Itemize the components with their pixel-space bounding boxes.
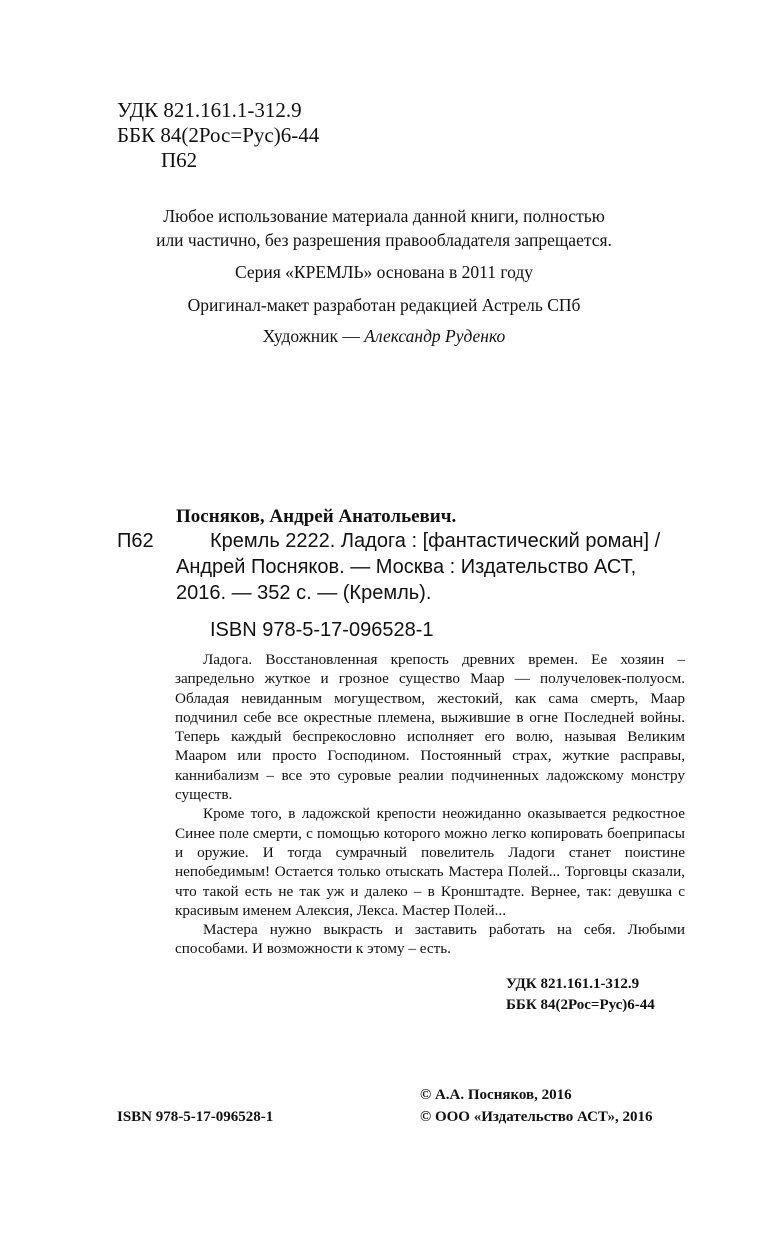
catalog-line3: 2016. — 352 с. — (Кремль). [176,582,432,604]
annotation-paragraph-3: Мастера нужно выкрасть и заставить работать на себя. Любыми способами. И возможности к этому – есть. [175,921,685,958]
copyright-publisher: © ООО «Издательство АСТ», 2016 [420,1109,653,1125]
artist-label: Художник — [262,326,365,346]
footer-isbn: ISBN 978-5-17-096528-1 [117,1109,274,1125]
annotation [175,650,685,959]
catalog-mark: П62 [117,530,154,552]
copyright-notice-line2: или частично, без разрешения правообладателя запрещается. [156,230,612,250]
class-bbk: ББК 84(2Рос=Рус)6-44 [506,997,655,1013]
copyright-author: © А.А. Посняков, 2016 [420,1087,572,1103]
annotation-paragraph-2: Кроме того, в ладожской крепости неожиданно оказывается редкостное Синее поле смерти, с помощью которого можно легко копировать боеприпасы и оружие. И тогда сумрачный повелитель Ладоги станет поистине непобедимым! Остается только отыскать Мастера Полей... Торговцы сказали, что такой есть не так уж и далеко – в Кронштадте. Вернее, так: девушка с красивым именем Алексия, Лекса. Мастер Полей... [175,805,685,919]
catalog-line2: Андрей Посняков. — Москва : Издательство АСТ, [176,556,637,578]
class-udk: УДК 821.161.1-312.9 [506,976,640,992]
catalog-line1: Кремль 2222. Ладога : [фантастический роман] / [210,530,661,552]
artist-name: Александр Руденко [364,326,506,346]
copyright-notice-line1: Любое использование материала данной книги, полностью [163,206,605,226]
author-mark: П62 [161,148,198,172]
bbk-code: ББК 84(2Рос=Рус)6-44 [117,123,320,147]
catalog-isbn: ISBN 978-5-17-096528-1 [210,619,434,641]
udk-code: УДК 821.161.1-312.9 [117,98,302,122]
series-line: Серия «КРЕМЛЬ» основана в 2011 году [234,262,534,282]
annotation-paragraph-1: Ладога. Восстановленная крепость древних времен. Ее хозяин – запредельно жуткое и грозное существо Маар — получеловек-полуосм. Обладая невиданным могуществом, жестокий, как сама смерть, Маар подчинил себе все окрестные племена, выжившие в огне Последней войны. Теперь каждый беспрекословно исполняет его волю, называя Великим Мааром или просто Господином. Постоянный страх, жуткие расправы, каннибализм – все это суровые реалии подчиненных ладожскому монстру существ. [175,651,685,804]
artist-credit [0,326,768,347]
catalog-author-heading: Посняков, Андрей Анатольевич. [176,506,457,527]
layout-credit: Оригинал-макет разработан редакцией Астрель СПб [187,295,581,315]
